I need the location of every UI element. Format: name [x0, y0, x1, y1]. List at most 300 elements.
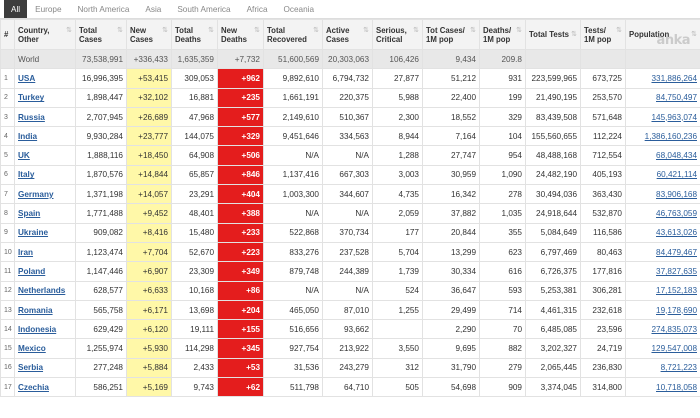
- serious-critical-cell: 1,739: [373, 262, 423, 281]
- active-cases-cell: N/A: [323, 204, 373, 223]
- column-header-label: New Cases: [130, 25, 153, 44]
- deaths-per-million-cell: 616: [480, 262, 526, 281]
- tab-oceania[interactable]: Oceania: [283, 4, 315, 14]
- active-cases-cell: 370,734: [323, 223, 373, 242]
- population-cell: [626, 378, 700, 397]
- serious-critical-cell: 5,988: [373, 88, 423, 107]
- country-link[interactable]: Mexico: [18, 344, 46, 354]
- cases-per-million-cell: 7,164: [423, 127, 480, 146]
- tests-per-million-cell: 236,830: [581, 358, 626, 377]
- cases-per-million-cell: 9,434: [423, 50, 480, 69]
- column-header-label: Active Cases: [326, 25, 350, 44]
- rank-cell: 7: [1, 185, 15, 204]
- sort-icon[interactable]: ⇅: [363, 26, 369, 34]
- new-cases-cell: +5,884: [127, 358, 172, 377]
- country-cell: [15, 358, 76, 377]
- total-deaths-cell: 15,480: [172, 223, 218, 242]
- total-cases-cell: 1,255,974: [76, 339, 127, 358]
- deaths-per-million-cell: 714: [480, 300, 526, 319]
- new-deaths-cell: +53: [218, 358, 264, 377]
- serious-critical-cell: 177: [373, 223, 423, 242]
- table-row: [1, 204, 700, 223]
- column-header-tests-per-million[interactable]: [581, 20, 626, 50]
- rank-cell: 12: [1, 281, 15, 300]
- new-deaths-cell: +155: [218, 320, 264, 339]
- new-cases-cell: +336,433: [127, 50, 172, 69]
- total-deaths-cell: 47,968: [172, 107, 218, 126]
- population-link[interactable]: 274,835,073: [651, 324, 697, 334]
- total-recovered-cell: 1,661,191: [264, 88, 323, 107]
- rank-cell: 14: [1, 320, 15, 339]
- country-cell: [15, 107, 76, 126]
- column-header-country[interactable]: [15, 20, 76, 50]
- cases-per-million-cell: 9,695: [423, 339, 480, 358]
- population-link[interactable]: 84,479,467: [656, 247, 697, 257]
- active-cases-cell: 64,710: [323, 378, 373, 397]
- country-cell: [15, 185, 76, 204]
- total-cases-cell: 565,758: [76, 300, 127, 319]
- active-cases-cell: 6,794,732: [323, 69, 373, 88]
- column-header-new-deaths[interactable]: [218, 20, 264, 50]
- active-cases-cell: 344,607: [323, 185, 373, 204]
- new-deaths-cell: +329: [218, 127, 264, 146]
- new-deaths-cell: +577: [218, 107, 264, 126]
- country-cell: World: [15, 50, 76, 69]
- cases-per-million-cell: 18,552: [423, 107, 480, 126]
- deaths-per-million-cell: 1,090: [480, 165, 526, 184]
- new-cases-cell: +26,689: [127, 107, 172, 126]
- total-deaths-cell: 52,670: [172, 242, 218, 261]
- column-header-new-cases[interactable]: [127, 20, 172, 50]
- tests-per-million-cell: 23,596: [581, 320, 626, 339]
- sort-icon[interactable]: ⇅: [571, 31, 577, 38]
- total-deaths-cell: 64,908: [172, 146, 218, 165]
- active-cases-cell: 510,367: [323, 107, 373, 126]
- column-header-label: Tot Cases/ 1M pop: [426, 25, 465, 44]
- new-deaths-cell: +345: [218, 339, 264, 358]
- tests-per-million-cell: 80,463: [581, 242, 626, 261]
- total-deaths-cell: 23,291: [172, 185, 218, 204]
- total-deaths-cell: 65,857: [172, 165, 218, 184]
- tests-per-million-cell: 405,193: [581, 165, 626, 184]
- country-link[interactable]: Russia: [18, 112, 45, 122]
- total-deaths-cell: 2,433: [172, 358, 218, 377]
- new-deaths-cell: +506: [218, 146, 264, 165]
- new-cases-cell: +5,930: [127, 339, 172, 358]
- population-link[interactable]: 145,963,074: [651, 112, 697, 122]
- column-header-label: Country, Other: [18, 25, 50, 44]
- rank-cell: 3: [1, 107, 15, 126]
- serious-critical-cell: [373, 320, 423, 339]
- new-deaths-cell: +86: [218, 281, 264, 300]
- new-cases-cell: +14,844: [127, 165, 172, 184]
- new-cases-cell: +32,102: [127, 88, 172, 107]
- total-deaths-cell: 9,743: [172, 378, 218, 397]
- new-cases-cell: +9,452: [127, 204, 172, 223]
- rank-cell: 17: [1, 378, 15, 397]
- new-cases-cell: +14,057: [127, 185, 172, 204]
- cases-per-million-cell: 2,290: [423, 320, 480, 339]
- total-tests-cell: [526, 50, 581, 69]
- population-link[interactable]: 1,386,160,236: [644, 131, 697, 141]
- tests-per-million-cell: 232,618: [581, 300, 626, 319]
- total-recovered-cell: 879,748: [264, 262, 323, 281]
- cases-per-million-cell: 51,212: [423, 69, 480, 88]
- new-cases-cell: +53,415: [127, 69, 172, 88]
- table-row: [1, 69, 700, 88]
- table-header-row: [1, 20, 700, 50]
- serious-critical-cell: 3,003: [373, 165, 423, 184]
- column-header-active-cases[interactable]: [323, 20, 373, 50]
- tab-europe[interactable]: Europe: [35, 4, 62, 14]
- total-recovered-cell: 465,050: [264, 300, 323, 319]
- new-cases-cell: +23,777: [127, 127, 172, 146]
- deaths-per-million-cell: 623: [480, 242, 526, 261]
- country-cell: [15, 242, 76, 261]
- total-cases-cell: 909,082: [76, 223, 127, 242]
- total-recovered-cell: 833,276: [264, 242, 323, 261]
- tests-per-million-cell: 306,281: [581, 281, 626, 300]
- sort-icon[interactable]: ⇅: [313, 26, 319, 34]
- active-cases-cell: 220,375: [323, 88, 373, 107]
- population-cell: [626, 185, 700, 204]
- country-cell: [15, 300, 76, 319]
- deaths-per-million-cell: 104: [480, 127, 526, 146]
- rank-cell: 10: [1, 242, 15, 261]
- total-recovered-cell: N/A: [264, 204, 323, 223]
- population-link[interactable]: 68,048,434: [656, 151, 697, 161]
- country-link[interactable]: USA: [18, 73, 36, 83]
- population-cell: [626, 50, 700, 69]
- tests-per-million-cell: 571,648: [581, 107, 626, 126]
- serious-critical-cell: 3,550: [373, 339, 423, 358]
- tests-per-million-cell: 253,570: [581, 88, 626, 107]
- rank-cell: 8: [1, 204, 15, 223]
- sort-icon[interactable]: ⇅: [470, 26, 476, 34]
- tab-north-america[interactable]: North America: [77, 4, 130, 14]
- country-link[interactable]: Germany: [18, 189, 54, 199]
- cases-per-million-cell: 27,747: [423, 146, 480, 165]
- table-row: [1, 378, 700, 397]
- world-total-row: [1, 50, 700, 69]
- cases-per-million-cell: 22,400: [423, 88, 480, 107]
- total-tests-cell: 2,065,445: [526, 358, 581, 377]
- population-cell: [626, 107, 700, 126]
- new-cases-cell: +5,169: [127, 378, 172, 397]
- deaths-per-million-cell: 909: [480, 378, 526, 397]
- population-cell: [626, 204, 700, 223]
- rank-cell: 4: [1, 127, 15, 146]
- deaths-per-million-cell: 279: [480, 358, 526, 377]
- total-tests-cell: 6,485,085: [526, 320, 581, 339]
- rank-cell: 15: [1, 339, 15, 358]
- country-cell: [15, 204, 76, 223]
- country-link[interactable]: Poland: [18, 266, 46, 276]
- population-link[interactable]: 43,613,026: [656, 228, 697, 238]
- sort-icon[interactable]: ⇅: [413, 26, 419, 34]
- table-row: [1, 262, 700, 281]
- column-header-label: Serious, Critical: [376, 25, 407, 44]
- new-deaths-cell: +349: [218, 262, 264, 281]
- country-cell: [15, 281, 76, 300]
- sort-icon[interactable]: ⇅: [117, 26, 123, 34]
- sort-icon[interactable]: ⇅: [208, 26, 214, 34]
- total-cases-cell: 629,429: [76, 320, 127, 339]
- population-cell: [626, 358, 700, 377]
- cases-per-million-cell: 30,334: [423, 262, 480, 281]
- sort-icon[interactable]: ⇅: [162, 26, 168, 34]
- population-link[interactable]: 60,421,114: [656, 170, 697, 180]
- rank-cell: 11: [1, 262, 15, 281]
- column-header-deaths-per-million[interactable]: [480, 20, 526, 50]
- cases-per-million-cell: 29,499: [423, 300, 480, 319]
- serious-critical-cell: 5,704: [373, 242, 423, 261]
- table-row: [1, 88, 700, 107]
- tests-per-million-cell: 112,224: [581, 127, 626, 146]
- serious-critical-cell: 505: [373, 378, 423, 397]
- tests-per-million-cell: 314,800: [581, 378, 626, 397]
- country-cell: [15, 339, 76, 358]
- total-cases-cell: 73,538,991: [76, 50, 127, 69]
- column-header-label: Total Cases: [79, 25, 102, 44]
- country-link[interactable]: Romania: [18, 305, 53, 315]
- sort-icon[interactable]: ⇅: [254, 26, 260, 34]
- total-deaths-cell: 144,075: [172, 127, 218, 146]
- total-tests-cell: 6,726,375: [526, 262, 581, 281]
- active-cases-cell: N/A: [323, 146, 373, 165]
- serious-critical-cell: 1,255: [373, 300, 423, 319]
- table-row: [1, 242, 700, 261]
- country-link[interactable]: UK: [18, 151, 30, 161]
- column-header-label: Population: [629, 30, 670, 39]
- rank-cell: 1: [1, 69, 15, 88]
- total-recovered-cell: 9,451,646: [264, 127, 323, 146]
- country-link[interactable]: Italy: [18, 170, 35, 180]
- column-header-label: Tests/ 1M pop: [584, 25, 612, 44]
- total-cases-cell: 2,707,945: [76, 107, 127, 126]
- country-cell: [15, 69, 76, 88]
- total-cases-cell: 1,898,447: [76, 88, 127, 107]
- total-tests-cell: 3,202,327: [526, 339, 581, 358]
- total-recovered-cell: 522,868: [264, 223, 323, 242]
- column-header-label: Deaths/ 1M pop: [483, 25, 512, 44]
- new-deaths-cell: +62: [218, 378, 264, 397]
- total-deaths-cell: 309,053: [172, 69, 218, 88]
- country-link[interactable]: Spain: [18, 209, 41, 219]
- rank-cell: 9: [1, 223, 15, 242]
- rank-cell: 5: [1, 146, 15, 165]
- total-deaths-cell: 23,309: [172, 262, 218, 281]
- total-tests-cell: 5,253,381: [526, 281, 581, 300]
- column-header-cases-per-million[interactable]: [423, 20, 480, 50]
- total-deaths-cell: 16,881: [172, 88, 218, 107]
- total-recovered-cell: 2,149,610: [264, 107, 323, 126]
- tests-per-million-cell: 177,816: [581, 262, 626, 281]
- cases-per-million-cell: 36,647: [423, 281, 480, 300]
- population-link[interactable]: 19,178,690: [656, 305, 697, 315]
- cases-per-million-cell: 30,959: [423, 165, 480, 184]
- total-cases-cell: 628,577: [76, 281, 127, 300]
- total-recovered-cell: 31,536: [264, 358, 323, 377]
- table-row: [1, 185, 700, 204]
- new-cases-cell: +6,633: [127, 281, 172, 300]
- new-deaths-cell: +962: [218, 69, 264, 88]
- tests-per-million-cell: 673,725: [581, 69, 626, 88]
- active-cases-cell: 237,528: [323, 242, 373, 261]
- rank-cell: 6: [1, 165, 15, 184]
- total-recovered-cell: 927,754: [264, 339, 323, 358]
- rank-cell: [1, 50, 15, 69]
- population-link[interactable]: 8,721,223: [660, 363, 697, 373]
- tests-per-million-cell: 116,586: [581, 223, 626, 242]
- cases-per-million-cell: 20,844: [423, 223, 480, 242]
- total-recovered-cell: 1,137,416: [264, 165, 323, 184]
- total-recovered-cell: 9,892,610: [264, 69, 323, 88]
- rank-cell: 16: [1, 358, 15, 377]
- column-header-label: Total Recovered: [267, 25, 307, 44]
- population-link[interactable]: 17,152,183: [656, 286, 697, 296]
- population-cell: [626, 242, 700, 261]
- column-header-total-recovered[interactable]: [264, 20, 323, 50]
- country-link[interactable]: Serbia: [18, 363, 44, 373]
- total-recovered-cell: 1,003,300: [264, 185, 323, 204]
- total-cases-cell: 1,771,488: [76, 204, 127, 223]
- rank-cell: 13: [1, 300, 15, 319]
- new-deaths-cell: +404: [218, 185, 264, 204]
- total-recovered-cell: N/A: [264, 281, 323, 300]
- total-cases-cell: 16,996,395: [76, 69, 127, 88]
- total-tests-cell: 6,797,469: [526, 242, 581, 261]
- population-cell: [626, 262, 700, 281]
- sort-icon[interactable]: ⇅: [616, 26, 622, 34]
- active-cases-cell: 87,010: [323, 300, 373, 319]
- tab-asia[interactable]: Asia: [145, 4, 162, 14]
- rank-cell: 2: [1, 88, 15, 107]
- total-tests-cell: 5,084,649: [526, 223, 581, 242]
- country-link[interactable]: Indonesia: [18, 324, 57, 334]
- population-link[interactable]: 84,750,497: [656, 93, 697, 103]
- new-cases-cell: +18,450: [127, 146, 172, 165]
- new-deaths-cell: +204: [218, 300, 264, 319]
- serious-critical-cell: 4,735: [373, 185, 423, 204]
- sort-icon[interactable]: ⇅: [516, 26, 522, 34]
- country-cell: [15, 146, 76, 165]
- country-link[interactable]: Iran: [18, 247, 34, 257]
- active-cases-cell: N/A: [323, 281, 373, 300]
- country-cell: [15, 320, 76, 339]
- total-cases-cell: 9,930,284: [76, 127, 127, 146]
- tests-per-million-cell: 532,870: [581, 204, 626, 223]
- total-tests-cell: 24,918,644: [526, 204, 581, 223]
- tab-africa[interactable]: Africa: [246, 4, 268, 14]
- new-deaths-cell: +235: [218, 88, 264, 107]
- country-link[interactable]: India: [18, 131, 38, 141]
- country-link[interactable]: Czechia: [18, 382, 49, 392]
- total-deaths-cell: 10,168: [172, 281, 218, 300]
- deaths-per-million-cell: 209.8: [480, 50, 526, 69]
- population-cell: [626, 281, 700, 300]
- tests-per-million-cell: 24,719: [581, 339, 626, 358]
- region-tabs: [0, 0, 700, 19]
- table-row: [1, 358, 700, 377]
- deaths-per-million-cell: 882: [480, 339, 526, 358]
- table-row: [1, 300, 700, 319]
- sort-icon[interactable]: ⇅: [691, 31, 697, 38]
- total-cases-cell: 1,870,576: [76, 165, 127, 184]
- column-header-total-tests[interactable]: [526, 20, 581, 50]
- tab-south-america[interactable]: South America: [177, 4, 231, 14]
- country-cell: [15, 223, 76, 242]
- country-cell: [15, 88, 76, 107]
- column-header-rank[interactable]: [1, 20, 15, 50]
- population-link[interactable]: 129,547,008: [651, 344, 697, 354]
- total-recovered-cell: 51,600,569: [264, 50, 323, 69]
- total-tests-cell: 3,374,045: [526, 378, 581, 397]
- population-link[interactable]: 46,763,059: [656, 209, 697, 219]
- serious-critical-cell: 1,288: [373, 146, 423, 165]
- active-cases-cell: 213,922: [323, 339, 373, 358]
- deaths-per-million-cell: 199: [480, 88, 526, 107]
- deaths-per-million-cell: 931: [480, 69, 526, 88]
- column-header-label: Total Tests: [529, 30, 570, 39]
- total-deaths-cell: 1,635,359: [172, 50, 218, 69]
- deaths-per-million-cell: 954: [480, 146, 526, 165]
- column-header-total-cases[interactable]: [76, 20, 127, 50]
- tests-per-million-cell: 712,554: [581, 146, 626, 165]
- population-link[interactable]: 37,827,635: [656, 266, 697, 276]
- country-cell: [15, 127, 76, 146]
- population-link[interactable]: 331,886,264: [651, 73, 697, 83]
- column-header-total-deaths[interactable]: [172, 20, 218, 50]
- table-row: [1, 146, 700, 165]
- watermark-logo: anka: [656, 33, 690, 48]
- country-link[interactable]: Netherlands: [18, 286, 66, 296]
- population-cell: [626, 88, 700, 107]
- serious-critical-cell: 2,300: [373, 107, 423, 126]
- active-cases-cell: 20,303,063: [323, 50, 373, 69]
- column-header-serious-critical[interactable]: [373, 20, 423, 50]
- country-link[interactable]: Turkey: [18, 93, 45, 103]
- new-deaths-cell: +846: [218, 165, 264, 184]
- new-cases-cell: +6,907: [127, 262, 172, 281]
- population-cell: [626, 146, 700, 165]
- population-link[interactable]: 83,906,168: [656, 189, 697, 199]
- cases-per-million-cell: 31,790: [423, 358, 480, 377]
- table-row: [1, 320, 700, 339]
- cases-per-million-cell: 16,342: [423, 185, 480, 204]
- serious-critical-cell: 27,877: [373, 69, 423, 88]
- total-tests-cell: 223,599,965: [526, 69, 581, 88]
- country-link[interactable]: Ukraine: [18, 228, 49, 238]
- country-cell: [15, 378, 76, 397]
- population-cell: [626, 223, 700, 242]
- column-header-label: #: [4, 30, 9, 39]
- serious-critical-cell: 2,059: [373, 204, 423, 223]
- new-cases-cell: +7,704: [127, 242, 172, 261]
- deaths-per-million-cell: 1,035: [480, 204, 526, 223]
- total-cases-cell: 277,248: [76, 358, 127, 377]
- new-cases-cell: +6,120: [127, 320, 172, 339]
- sort-icon[interactable]: ⇅: [66, 26, 72, 34]
- tab-all[interactable]: All: [4, 0, 27, 18]
- covid-stats-table: [0, 19, 700, 397]
- total-deaths-cell: 114,298: [172, 339, 218, 358]
- population-link[interactable]: 10,718,058: [656, 382, 697, 392]
- cases-per-million-cell: 54,698: [423, 378, 480, 397]
- serious-critical-cell: 524: [373, 281, 423, 300]
- total-tests-cell: 155,560,655: [526, 127, 581, 146]
- total-tests-cell: 24,482,190: [526, 165, 581, 184]
